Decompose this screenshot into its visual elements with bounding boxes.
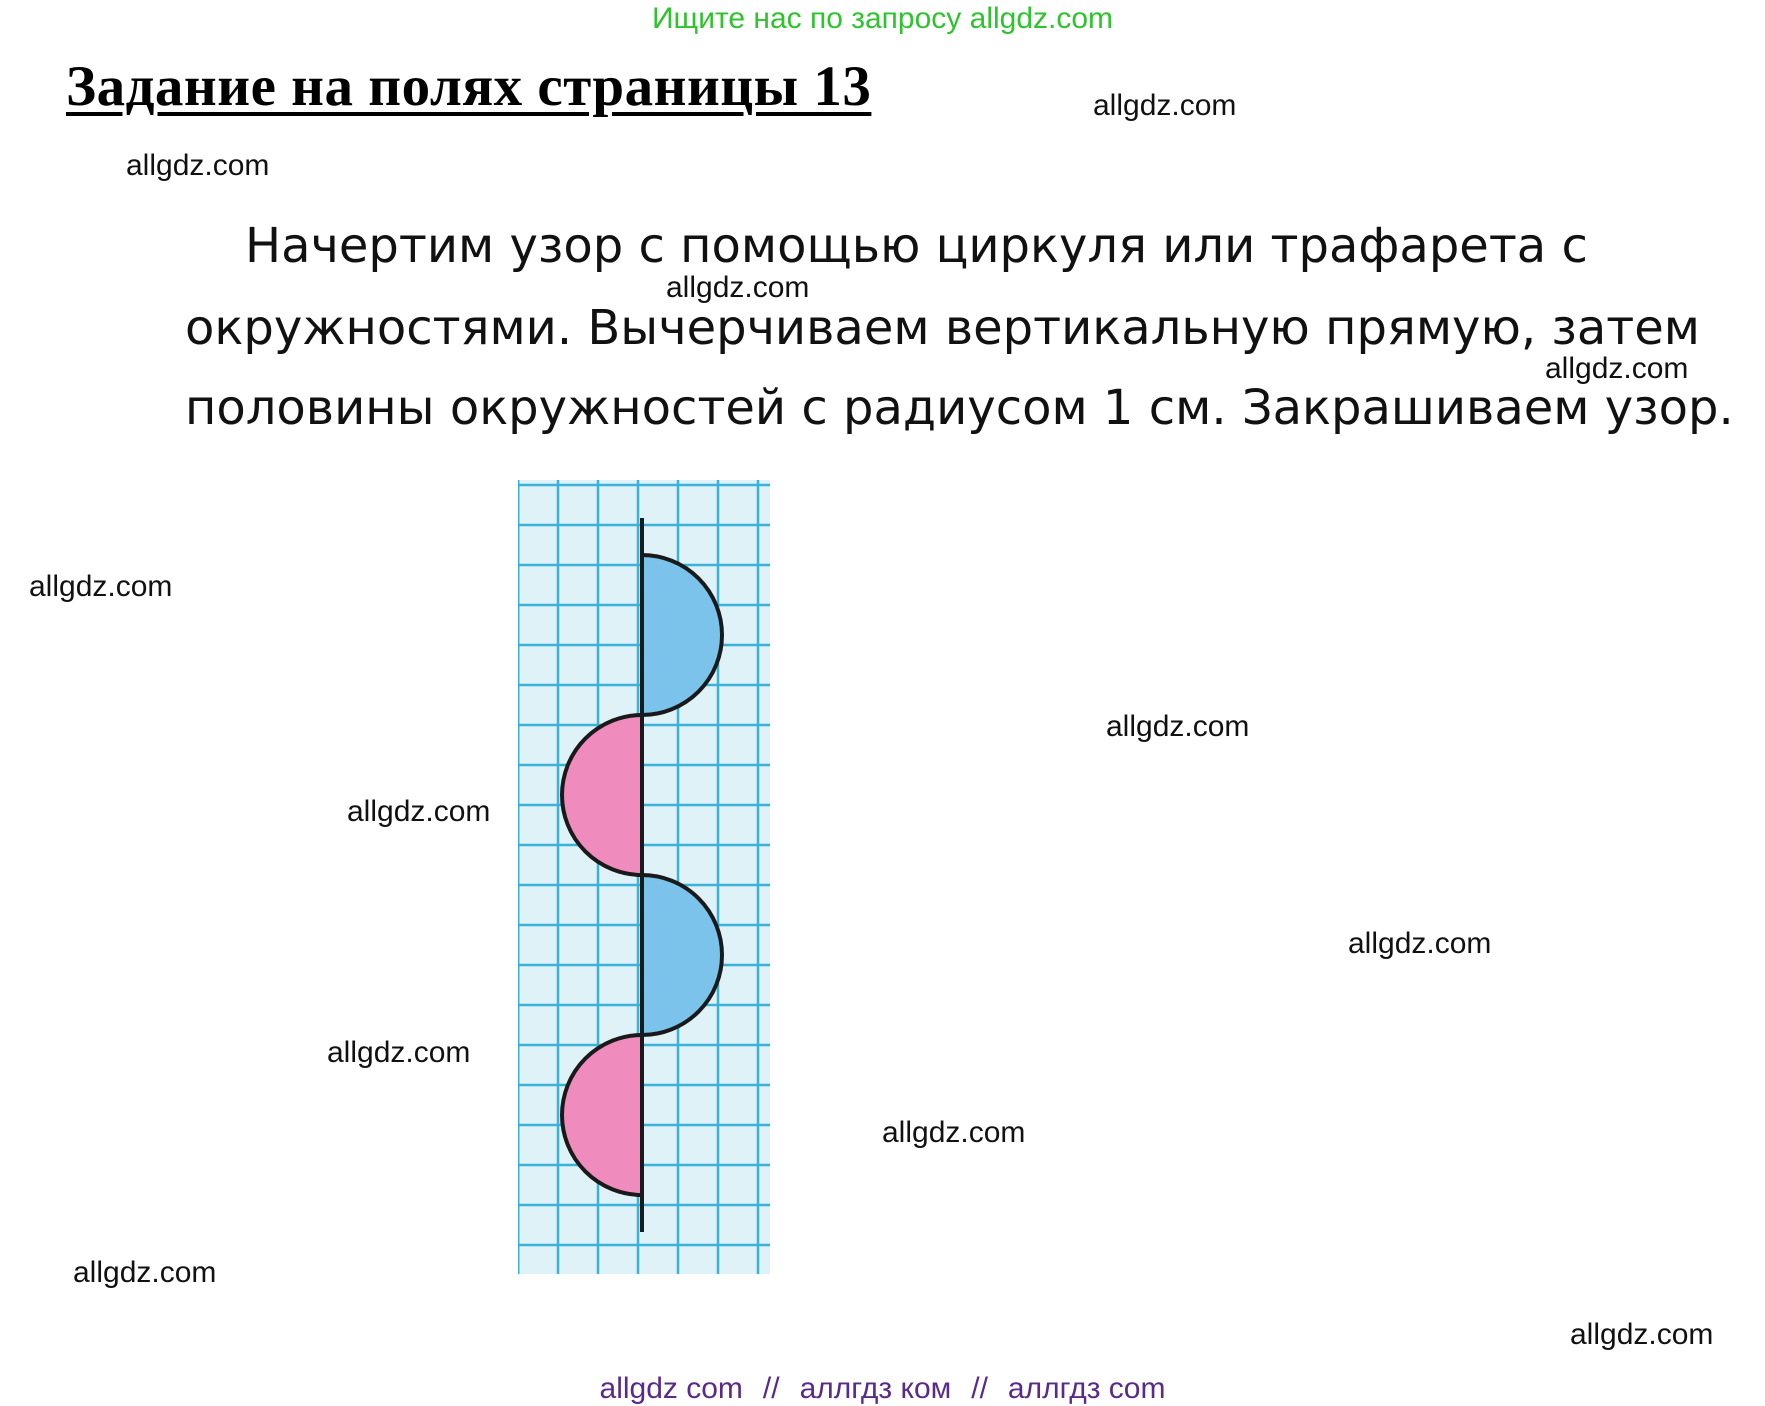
footer-separator: //	[762, 1372, 780, 1405]
footer-link-3[interactable]: аллгдз com	[1007, 1372, 1166, 1405]
watermark: allgdz.com	[1106, 710, 1250, 743]
page-title: Задание на полях страницы 13	[66, 55, 872, 118]
watermark: allgdz.com	[1570, 1318, 1714, 1351]
semicircle-pattern-figure	[518, 480, 770, 1274]
watermark: allgdz.com	[327, 1036, 471, 1069]
task-text-line-2: окружностями. Вычерчиваем вертикальную прямую, затем	[185, 300, 1700, 356]
footer-separator: //	[971, 1372, 988, 1405]
watermark: allgdz.com	[1093, 89, 1237, 122]
watermark: allgdz.com	[666, 271, 810, 304]
footer-links	[0, 1372, 1765, 1406]
watermark: allgdz.com	[1348, 927, 1492, 960]
task-text-line-1: Начертим узор с помощью циркуля или трафарета с	[245, 218, 1588, 274]
task-text-line-3: половины окружностей с радиусом 1 см. Закрашиваем узор.	[185, 380, 1734, 436]
watermark: allgdz.com	[29, 570, 173, 603]
footer-link-1[interactable]: allgdz com	[599, 1372, 743, 1405]
watermark: allgdz.com	[73, 1256, 217, 1289]
footer-link-2[interactable]: аллгдз ком	[799, 1372, 952, 1405]
watermark: allgdz.com	[1545, 352, 1689, 385]
watermark: allgdz.com	[126, 149, 270, 182]
watermark: allgdz.com	[347, 795, 491, 828]
watermark: allgdz.com	[882, 1116, 1026, 1149]
top-banner[interactable]: Ищите нас по запросу allgdz.com	[651, 2, 1114, 35]
